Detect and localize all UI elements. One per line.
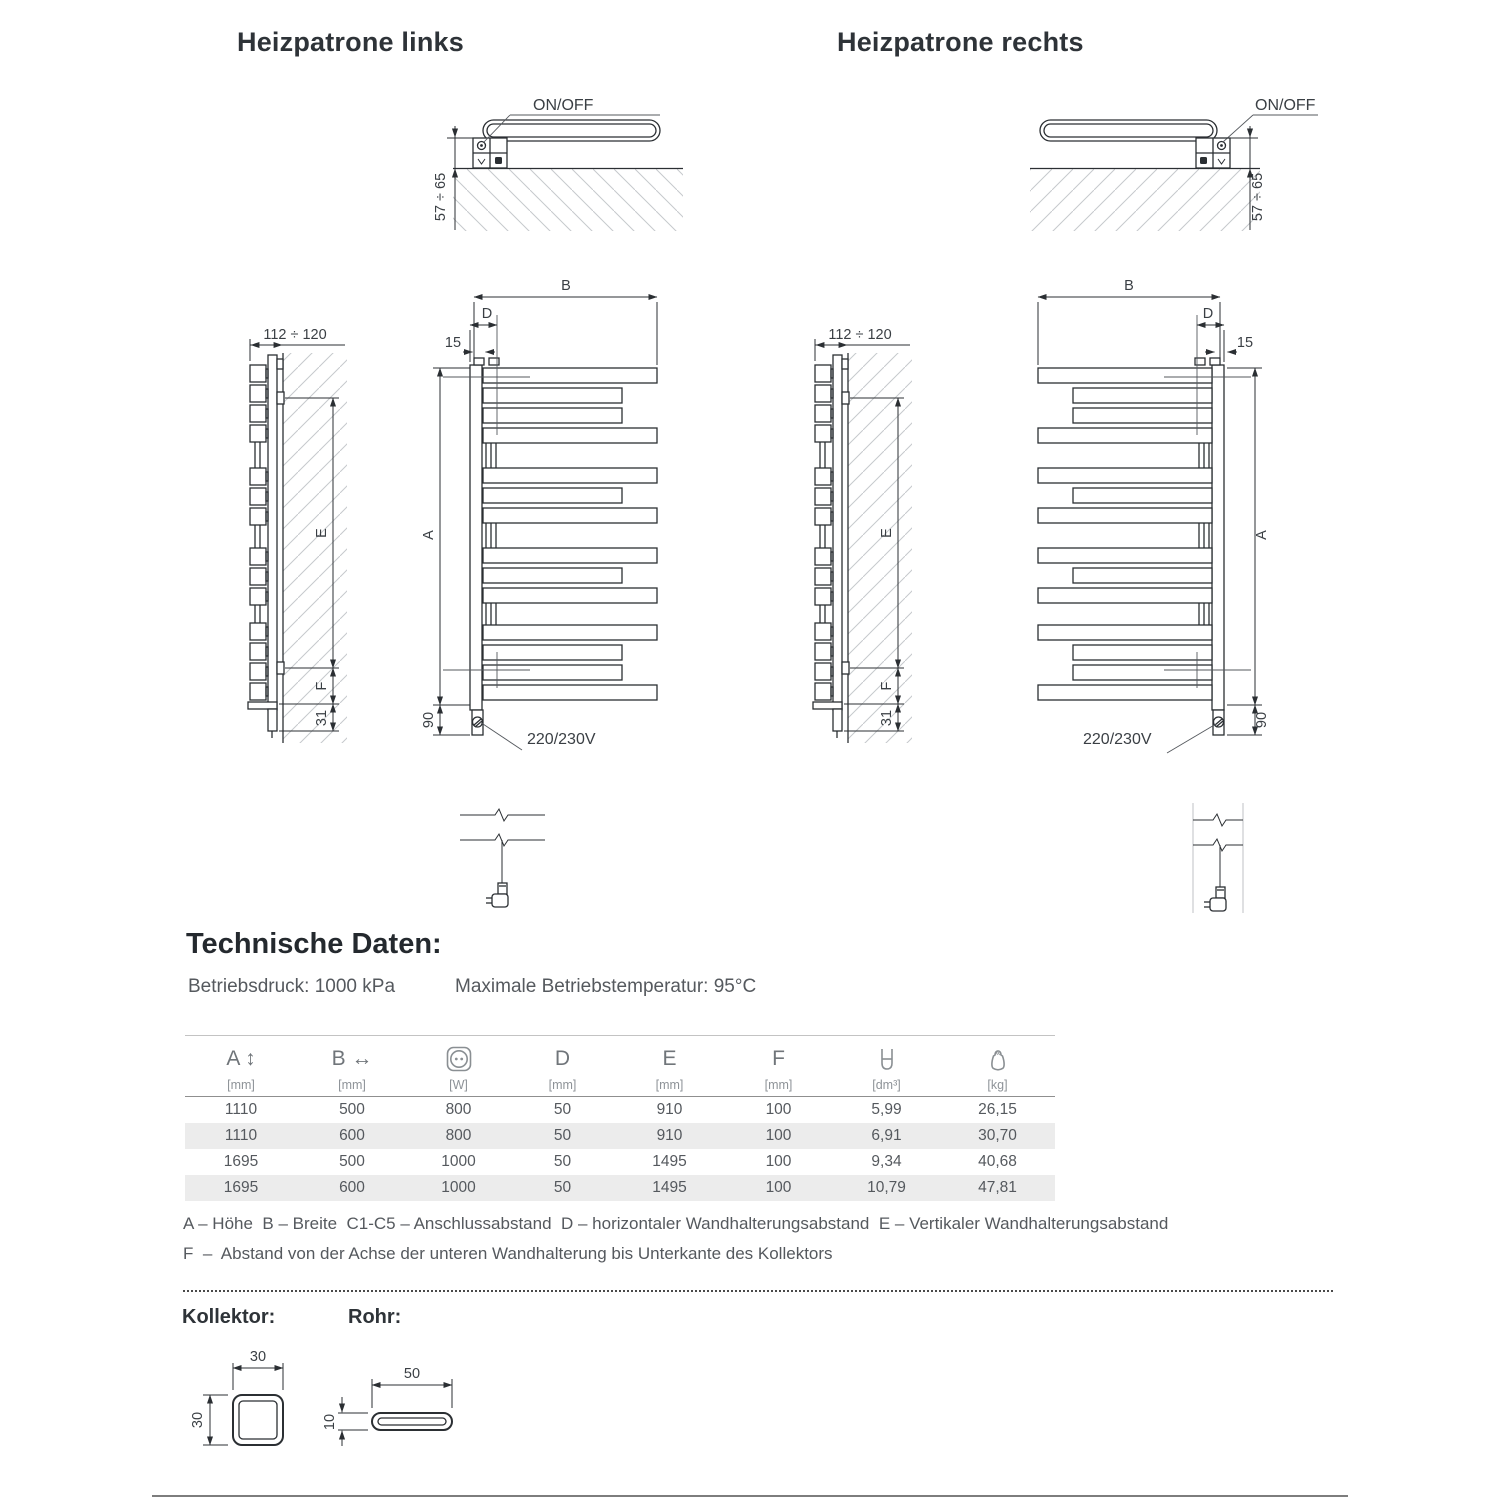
footer-divider bbox=[152, 1495, 1348, 1497]
on-off-callout bbox=[1223, 97, 1318, 142]
dim-label-15: 15 bbox=[1236, 335, 1254, 351]
col-unit-B: [mm] bbox=[338, 1078, 366, 1092]
dotted-divider bbox=[183, 1290, 1333, 1292]
col-unit-power: [W] bbox=[449, 1078, 468, 1092]
connection-box bbox=[1196, 138, 1230, 168]
technical-data-table bbox=[185, 1035, 1055, 1201]
radiator-bars bbox=[483, 368, 657, 700]
dim-label-57-65: 57 ÷ 65 bbox=[433, 172, 449, 222]
rohr-height-label: 10 bbox=[322, 1413, 338, 1431]
legend-line-2: F – Abstand von der Achse der unteren Wandhalterung bis Unterkante des Kollektors bbox=[183, 1244, 833, 1263]
front-view-left-drawing bbox=[420, 270, 710, 770]
col-unit-volume: [dm³] bbox=[872, 1078, 901, 1092]
wall-hatch bbox=[1030, 169, 1260, 232]
dimension-15 bbox=[1205, 335, 1253, 352]
max-temperature: Maximale Betriebstemperatur: 95°C bbox=[455, 976, 757, 997]
table-row: 1695 600 1000 50 1495 100 10,79 47,81 bbox=[185, 1175, 1055, 1201]
col-header-F bbox=[724, 1042, 833, 1092]
top-view-left-drawing bbox=[425, 85, 715, 235]
dimension-A bbox=[421, 368, 470, 735]
table-row: 1110 600 800 50 910 100 6,91 30,70 bbox=[185, 1123, 1055, 1149]
on-off-label: ON/OFF bbox=[1255, 97, 1316, 114]
section-heading: Technische Daten: bbox=[186, 928, 442, 960]
col-header-A bbox=[185, 1042, 297, 1092]
voltage-label: 220/230V bbox=[1083, 731, 1152, 748]
col-unit-D: [mm] bbox=[548, 1078, 577, 1092]
dim-label-90: 90 bbox=[421, 711, 437, 729]
voltage-callout bbox=[480, 722, 596, 750]
side-view-right-drawing bbox=[800, 325, 930, 745]
voltage-callout bbox=[1083, 724, 1216, 753]
col-unit-F: [mm] bbox=[764, 1078, 793, 1092]
heating-element-top bbox=[1040, 120, 1217, 141]
dim-label-57-65: 57 ÷ 65 bbox=[1250, 172, 1266, 222]
col-header-D bbox=[510, 1042, 615, 1092]
col-header-weight bbox=[940, 1042, 1055, 1092]
dim-label-90: 90 bbox=[1254, 711, 1270, 729]
col-header-B bbox=[297, 1042, 407, 1092]
col-unit-weight: [kg] bbox=[987, 1078, 1008, 1092]
col-label-D: D bbox=[554, 1047, 571, 1070]
dim-label-E: E bbox=[314, 528, 330, 538]
title-heizpatrone-rechts: Heizpatrone rechts bbox=[837, 27, 1084, 57]
voltage-label: 220/230V bbox=[527, 731, 596, 748]
table-row: 1695 500 1000 50 1495 100 9,34 40,68 bbox=[223, 1153, 1017, 1170]
dim-label-A: A bbox=[1254, 530, 1270, 540]
dim-label-B: B bbox=[561, 278, 571, 294]
kollektor-label: Kollektor: bbox=[182, 1306, 276, 1328]
wall-hatch bbox=[453, 169, 683, 232]
dimension-B bbox=[1038, 278, 1220, 365]
dim-label-D: D bbox=[481, 306, 493, 322]
side-view-left-drawing bbox=[235, 325, 365, 745]
kollektor-height-label: 30 bbox=[190, 1411, 206, 1429]
dimension-B bbox=[474, 278, 657, 365]
col-unit-A: [mm] bbox=[227, 1078, 255, 1092]
connection-box bbox=[473, 138, 507, 168]
dim-label-B: B bbox=[1124, 278, 1134, 294]
dim-label-E: E bbox=[879, 528, 895, 538]
heating-cartridge bbox=[1213, 710, 1224, 735]
legend-line-1: A – Höhe B – Breite C1-C5 – Anschlussabstand D – horizontaler Wandhalterungsabstand E – Vertikaler Wandhalterungsabstand bbox=[183, 1214, 1169, 1233]
power-cable-right-drawing bbox=[1165, 795, 1345, 920]
power-plug-icon bbox=[486, 883, 508, 907]
dim-label-D: D bbox=[1202, 306, 1214, 322]
dim-label-F: F bbox=[314, 681, 330, 691]
top-view-right-drawing bbox=[1010, 85, 1320, 235]
rohr-width-label: 50 bbox=[403, 1366, 421, 1382]
dim-label-31: 31 bbox=[879, 709, 895, 727]
col-label-A: A ↕ bbox=[226, 1047, 256, 1070]
power-socket-icon bbox=[446, 1046, 472, 1072]
heating-element-top bbox=[483, 120, 660, 141]
water-volume-icon bbox=[875, 1046, 899, 1072]
dim-label-15: 15 bbox=[444, 335, 462, 351]
table-header bbox=[185, 1036, 1055, 1097]
dim-label-112-120: 112 ÷ 120 bbox=[828, 327, 892, 343]
col-label-F: F bbox=[772, 1047, 785, 1070]
col-header-E bbox=[615, 1042, 724, 1092]
on-off-label: ON/OFF bbox=[533, 97, 594, 114]
radiator-bars bbox=[1038, 368, 1212, 700]
power-cable-left-drawing bbox=[440, 795, 620, 920]
rohr-label: Rohr: bbox=[348, 1306, 402, 1328]
dim-label-F: F bbox=[879, 681, 895, 691]
col-label-B: B ↔ bbox=[331, 1047, 373, 1070]
dim-label-112-120: 112 ÷ 120 bbox=[263, 327, 327, 343]
power-plug-icon bbox=[1204, 887, 1226, 911]
col-header-power bbox=[407, 1042, 510, 1092]
col-header-volume bbox=[833, 1042, 940, 1092]
table-row: 1110 500 800 50 910 100 5,99 26,15 bbox=[224, 1101, 1017, 1118]
tube-profiles bbox=[815, 365, 833, 700]
front-view-right-drawing bbox=[1015, 270, 1305, 770]
tube-profiles bbox=[250, 365, 268, 700]
dimension-A bbox=[1227, 368, 1270, 735]
kollektor-width-label: 30 bbox=[249, 1349, 267, 1365]
dim-label-31: 31 bbox=[314, 709, 330, 727]
rohr-profile-drawing bbox=[320, 1335, 520, 1475]
col-unit-E: [mm] bbox=[655, 1078, 684, 1092]
weight-icon bbox=[986, 1046, 1010, 1072]
title-heizpatrone-links: Heizpatrone links bbox=[237, 27, 464, 57]
col-label-E: E bbox=[662, 1047, 677, 1070]
dim-label-A: A bbox=[421, 530, 437, 540]
operating-pressure: Betriebsdruck: 1000 kPa bbox=[188, 976, 396, 997]
kollektor-profile-drawing bbox=[165, 1335, 345, 1475]
